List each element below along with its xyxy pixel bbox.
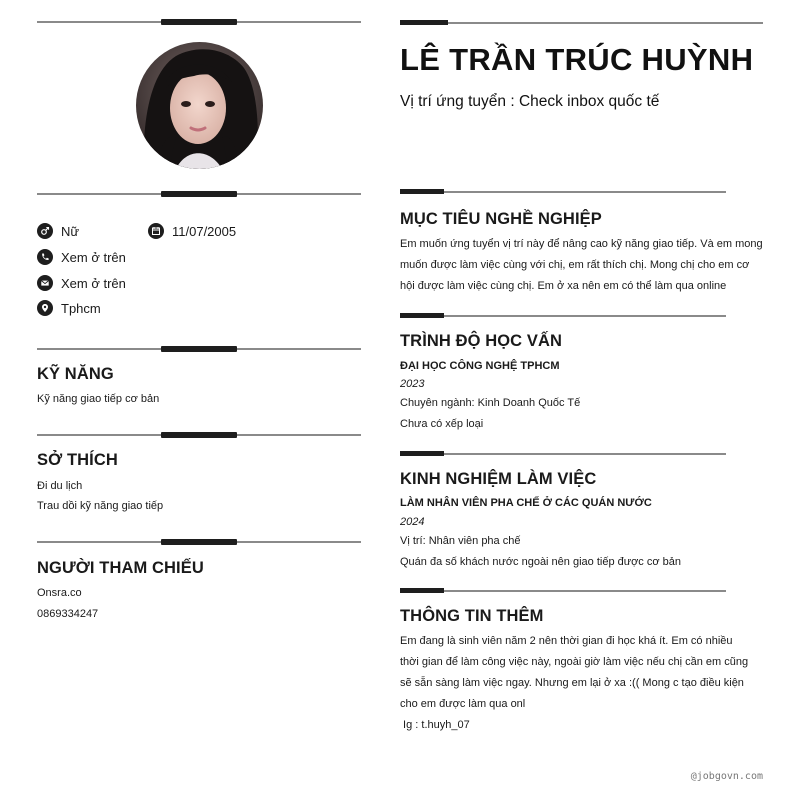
reference-item: Onsra.co bbox=[37, 587, 82, 599]
extra-line: Em đang là sinh viên năm 2 nên thời gian đi học khá ít. Em có nhiều bbox=[400, 635, 733, 647]
gender-row bbox=[37, 223, 79, 239]
extra-text bbox=[400, 631, 770, 736]
experience-role: Vị trí: Nhân viên pha chế bbox=[400, 535, 521, 547]
education-major: Chuyên ngành: Kinh Doanh Quốc Tế bbox=[400, 397, 581, 409]
experience-year: 2024 bbox=[400, 516, 425, 528]
avatar-photo bbox=[136, 42, 263, 169]
education-divider bbox=[400, 313, 726, 319]
gender-icon bbox=[37, 223, 53, 239]
objective-title: MỤC TIÊU NGHỀ NGHIỆP bbox=[400, 210, 602, 228]
extra-line: Ig : t.huyh_07 bbox=[400, 719, 470, 731]
skills-title: KỸ NĂNG bbox=[37, 365, 114, 383]
experience-divider bbox=[400, 451, 726, 457]
objective-line: muốn được làm việc cùng với chị, em rất thích chị. Mong chị cho em cơ bbox=[400, 259, 750, 271]
address-value: Tphcm bbox=[61, 300, 101, 316]
email-row bbox=[37, 275, 126, 291]
education-year: 2023 bbox=[400, 378, 425, 390]
references-title: NGƯỜI THAM CHIẾU bbox=[37, 559, 204, 577]
birthdate-row bbox=[148, 223, 236, 239]
watermark: @jobgovn.com bbox=[690, 771, 763, 782]
experience-title: KINH NGHIỆM LÀM VIỆC bbox=[400, 470, 597, 488]
header-divider bbox=[400, 20, 763, 26]
hobbies-divider bbox=[37, 431, 361, 439]
phone-value: Xem ở trên bbox=[61, 249, 126, 265]
extra-divider bbox=[400, 588, 726, 594]
skill-item: Kỹ năng giao tiếp cơ bản bbox=[37, 393, 160, 405]
position-line bbox=[400, 93, 659, 111]
calendar-icon bbox=[148, 223, 164, 239]
avatar bbox=[136, 42, 263, 169]
extra-title: THÔNG TIN THÊM bbox=[400, 607, 544, 625]
experience-job: LÀM NHÂN VIÊN PHA CHẾ Ở CÁC QUÁN NƯỚC bbox=[400, 497, 652, 509]
address-row bbox=[37, 300, 101, 316]
candidate-name: LÊ TRẦN TRÚC HUỲNH bbox=[400, 42, 754, 77]
gender-value: Nữ bbox=[61, 223, 80, 239]
extra-line: sẽ sẵn sàng làm việc ngay. Nhưng em lại ở xa :(( Mong c tạo điều kiện bbox=[400, 677, 744, 689]
education-school: ĐẠI HỌC CÔNG NGHỆ TPHCM bbox=[400, 360, 560, 372]
references-divider bbox=[37, 538, 361, 546]
hobbies-title: SỞ THÍCH bbox=[37, 451, 118, 469]
avatar-top-divider bbox=[37, 18, 361, 26]
location-pin-icon bbox=[37, 300, 53, 316]
experience-desc: Quán đa số khách nước ngoài nên giao tiếp được cơ bản bbox=[400, 556, 681, 568]
skills-divider bbox=[37, 345, 361, 353]
position-value: Check inbox quốc tế bbox=[518, 93, 660, 110]
objective-line: Em muốn ứng tuyển vị trí này để nâng cao kỹ năng giao tiếp. Và em mong bbox=[400, 238, 763, 250]
position-label: Vị trí ứng tuyển : bbox=[400, 93, 519, 110]
extra-line: cho em được làm qua onl bbox=[400, 698, 526, 710]
phone-icon bbox=[37, 249, 53, 265]
birthdate-value: 11/07/2005 bbox=[172, 223, 237, 239]
phone-row bbox=[37, 249, 126, 265]
email-value: Xem ở trên bbox=[61, 275, 126, 291]
avatar-bottom-divider bbox=[37, 190, 361, 198]
education-rank: Chưa có xếp loại bbox=[400, 418, 484, 430]
hobby-item: Trau dồi kỹ năng giao tiếp bbox=[37, 500, 164, 512]
extra-line: thời gian để làm công việc này, ngoài giờ làm việc nếu chị cần em cũng bbox=[400, 656, 749, 668]
objective-line: hội được làm việc cùng chị. Em ở xa nên em có thể làm qua online bbox=[400, 280, 727, 292]
objective-divider bbox=[400, 189, 726, 195]
objective-text bbox=[400, 234, 770, 297]
reference-item: 0869334247 bbox=[37, 608, 99, 620]
education-title: TRÌNH ĐỘ HỌC VẤN bbox=[400, 332, 563, 350]
hobby-item: Đi du lịch bbox=[37, 480, 83, 492]
email-icon bbox=[37, 275, 53, 291]
